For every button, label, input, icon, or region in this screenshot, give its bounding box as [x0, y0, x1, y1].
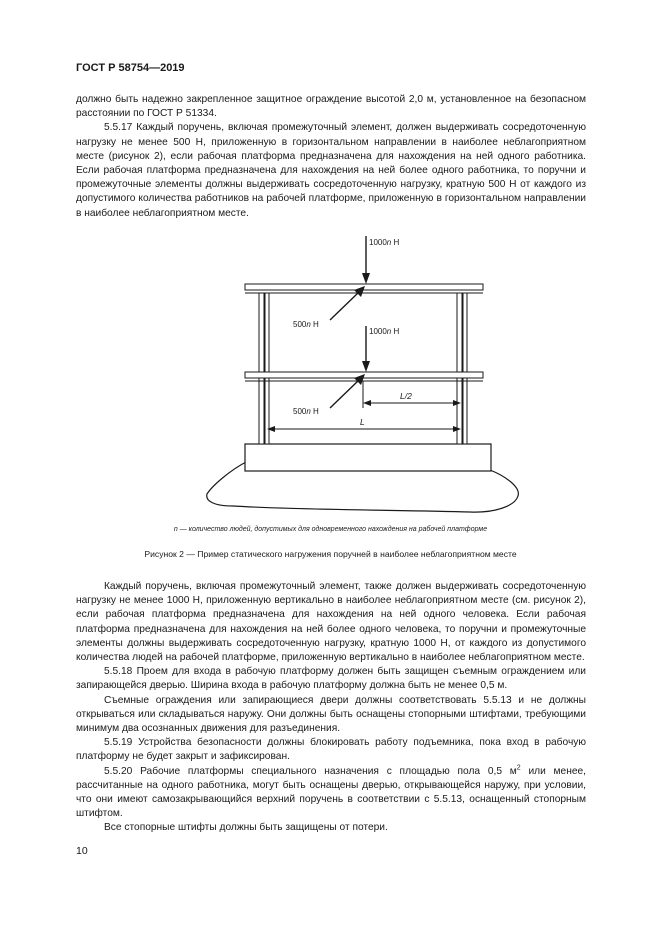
top-horizontal-load-arrow — [330, 286, 365, 320]
figure-note-text: — количество людей, допустимых для одновременного нахождения на рабочей платформе — [177, 526, 488, 533]
figure-caption: Рисунок 2 — Пример статического нагружения поручней в наиболее неблагоприятном месте — [144, 549, 517, 559]
platform-base — [245, 444, 491, 471]
top-horizontal-load-label: 500n Н — [293, 320, 319, 329]
paragraph-5-5-18: 5.5.18 Проем для входа в рабочую платформу должен быть защищен съемным ограждением или запирающейся дверью. Ширина входа в рабочую платформу должна быть не менее 0,5 м. — [76, 666, 586, 692]
paragraph-5-5-19: 5.5.19 Устройства безопасности должны блокировать работу подъемника, пока вход в рабочую платформу не будет закрыт и зафиксирован. — [76, 737, 586, 763]
document-code-header: ГОСТ Р 58754—2019 — [76, 62, 185, 74]
text-block-top — [76, 93, 586, 221]
paragraph-5-5-20: 5.5.20 Рабочие платформы специального назначения с площадью пола 0,5 $м^2$ или менее, рассчитанные на одного работника, могут быть оснащены дверью, открывающейся наружу, при условии, что они имеют самозакрывающийся верхний поручень в соответствии с 5.5.13, оснащенный стопорным штифтом. — [76, 764, 586, 820]
page-number: 10 — [76, 845, 88, 857]
paragraph-removable-guards: Съемные ограждения или запирающиеся двери должны соответствовать 5.5.13 и не должны открываться или складываться наружу. Они должны быть оснащены стопорными штифтами, требующими минимум два осознанных движения для разъединения. — [76, 694, 586, 735]
half-length-dimension — [363, 381, 461, 408]
paragraph-5-5-17: 5.5.17 Каждый поручень, включая промежуточный элемент, должен выдерживать сосредоточенную нагрузку не менее 500 Н, приложенную в горизонтальном направлении в наиболее неблагоприятном месте (рисунок 2), если рабочая платформа предназначена для нахождения на ней одного работника. Если рабочая платформа предназначена для нахождения на ней более одного работника, то поручни и промежуточные элементы должны выдерживать сосредоточенную нагрузку, кратную 500 Н от каждого из допустимого количества работников на рабочей платформе, приложенную в горизонтальном направлении в наиболее неблагоприятном месте. — [76, 122, 586, 219]
text-block-bottom — [76, 580, 586, 836]
paragraph-continuation: должно быть надежно закрепленное защитное ограждение высотой 2,0 м, установленное на безопасном расстоянии по ГОСТ Р 51334. — [76, 94, 586, 120]
figure-note-symbol: n — [173, 526, 178, 533]
paragraph-locking-pins: Все стопорные штифты должны быть защищены от потери. — [104, 822, 388, 834]
figure-2-railing-load-diagram — [0, 225, 661, 525]
figure-note — [0, 526, 661, 533]
middle-vertical-load-label: 1000n Н — [369, 327, 400, 336]
half-length-label: L/2 — [400, 391, 412, 401]
middle-horizontal-load-label: 500n Н — [293, 407, 319, 416]
middle-horizontal-load-arrow — [330, 374, 365, 408]
top-vertical-load-label: 1000n Н — [369, 238, 400, 247]
length-label: L — [360, 417, 365, 427]
paragraph-vertical-load: Каждый поручень, включая промежуточный элемент, также должен выдерживать сосредоточенную нагрузку не менее 1000 Н, приложенную вертикально в наиболее неблагоприятном месте (см. рисунок 2), если рабочая платформа предназначена для нахождения на ней одного человека. Если рабочая платформа предназначена для нахождения на ней более одного человека, то поручни и промежуточные элементы должны выдерживать сосредоточенную нагрузку, кратную 1000 Н, от каждого из допустимого количества людей на рабочей платформе, приложенную вертикально в наиболее неблагоприятном месте. — [76, 581, 586, 664]
